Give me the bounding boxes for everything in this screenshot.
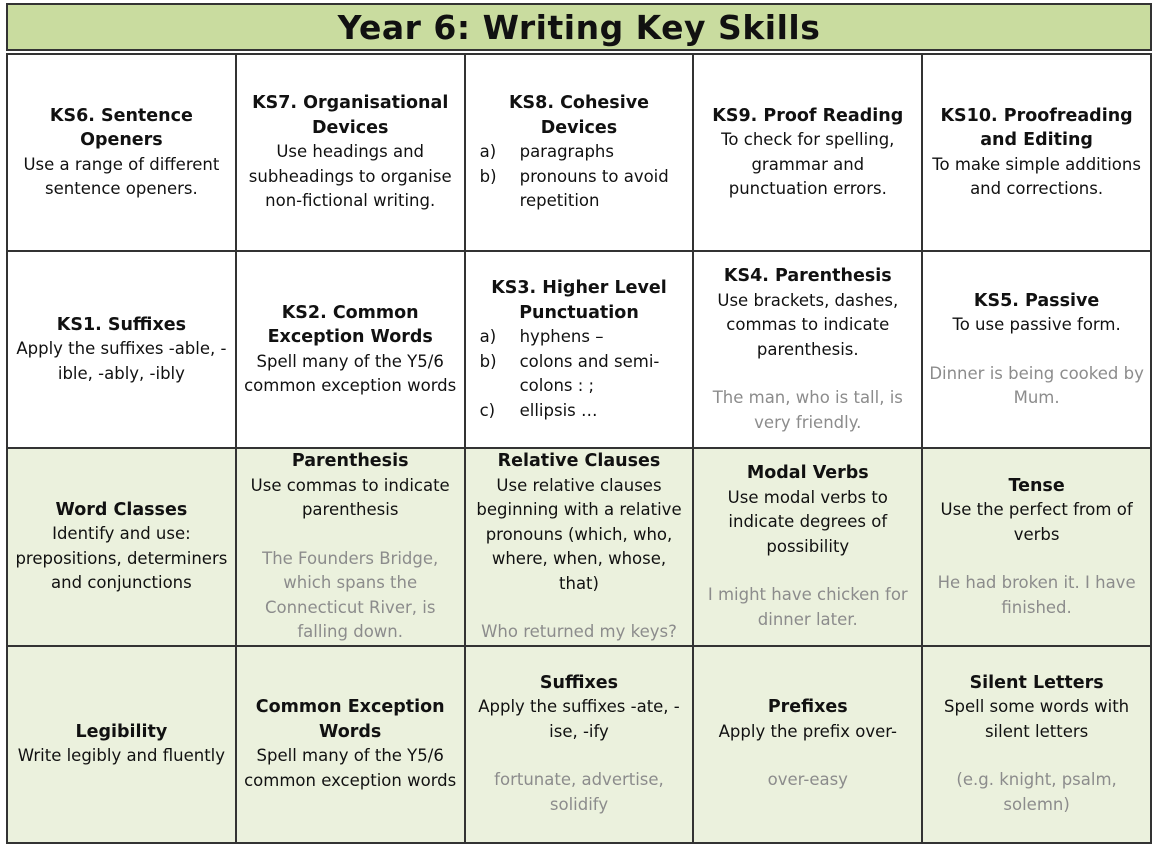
skill-description: Use modal verbs to indicate degrees of possibility bbox=[727, 487, 888, 556]
skill-cell bbox=[693, 54, 922, 251]
list-marker: a) bbox=[479, 327, 497, 346]
skill-description: Use commas to indicate parenthesis bbox=[250, 475, 450, 519]
skill-description: Spell many of the Y5/6 common exception words bbox=[244, 746, 457, 790]
skill-heading: Modal Verbs bbox=[746, 463, 869, 484]
skill-example: He had broken it. I have finished. bbox=[937, 573, 1136, 617]
skills-row bbox=[7, 448, 1151, 646]
skill-cell bbox=[465, 646, 694, 843]
list-item bbox=[472, 140, 687, 165]
skill-example: The man, who is tall, is very friendly. bbox=[712, 388, 903, 432]
skill-heading: KS6. Sentence Openers bbox=[49, 105, 193, 150]
skill-cell bbox=[465, 251, 694, 448]
skill-cell bbox=[7, 54, 236, 251]
skill-heading: KS2. Common Exception Words bbox=[267, 302, 433, 347]
skill-heading: Parenthesis bbox=[291, 451, 409, 471]
skill-example: The Founders Bridge, which spans the Connecticut River, is falling down. bbox=[262, 548, 439, 641]
skill-example: (e.g. knight, psalm, solemn) bbox=[956, 770, 1117, 814]
skill-description: Spell many of the Y5/6 common exception words bbox=[244, 351, 457, 395]
skill-cell bbox=[7, 646, 236, 843]
skill-cell bbox=[922, 646, 1151, 843]
skill-description: Apply the suffixes -able, -ible, -ably, -ibly bbox=[16, 339, 227, 383]
list-text: ellipsis … bbox=[519, 400, 598, 420]
skills-row bbox=[7, 251, 1151, 448]
skill-cell bbox=[236, 646, 465, 843]
list-item bbox=[472, 399, 687, 424]
skill-example: over-easy bbox=[767, 770, 848, 790]
skill-heading: KS1. Suffixes bbox=[56, 314, 187, 335]
skill-heading: Legibility bbox=[75, 721, 168, 742]
skill-description: Use brackets, dashes, commas to indicate parenthesis. bbox=[717, 290, 899, 359]
list-marker: b) bbox=[479, 351, 497, 371]
skill-cell bbox=[236, 448, 465, 646]
skill-heading: Tense bbox=[1008, 475, 1065, 496]
skill-example: I might have chicken for dinner later. bbox=[707, 585, 908, 629]
page-title: Year 6: Writing Key Skills bbox=[6, 3, 1152, 51]
skill-example: Dinner is being cooked by Mum. bbox=[929, 363, 1144, 407]
list-marker: b) bbox=[479, 166, 497, 186]
skill-cell bbox=[693, 448, 922, 646]
skill-heading: KS9. Proof Reading bbox=[712, 105, 904, 126]
skill-description: Spell some words with silent letters bbox=[944, 697, 1130, 741]
skill-cell bbox=[236, 251, 465, 448]
skill-description: Use relative clauses beginning with a relative pronouns (which, who, where, when, whose, that) bbox=[476, 475, 682, 593]
skill-heading: Suffixes bbox=[539, 672, 619, 693]
skill-cell bbox=[922, 448, 1151, 646]
skill-cell bbox=[465, 448, 694, 646]
skill-list bbox=[472, 325, 687, 423]
list-marker: c) bbox=[479, 400, 496, 420]
skill-heading: KS7. Organisational Devices bbox=[252, 93, 449, 138]
list-text: colons and semi-colons : ; bbox=[519, 351, 660, 395]
worksheet bbox=[6, 3, 1152, 844]
list-text: paragraphs bbox=[519, 142, 614, 162]
skill-example: fortunate, advertise, solidify bbox=[494, 770, 664, 814]
list-text: pronouns to avoid repetition bbox=[519, 166, 669, 211]
skill-cell bbox=[922, 54, 1151, 251]
skill-heading: Common Exception Words bbox=[255, 697, 445, 742]
list-item bbox=[472, 165, 687, 214]
list-item bbox=[472, 325, 687, 350]
skill-cell bbox=[236, 54, 465, 251]
skill-cell bbox=[7, 251, 236, 448]
skill-description: Use headings and subheadings to organise non-fictional writing. bbox=[248, 142, 452, 211]
skill-description: Use the perfect from of verbs bbox=[940, 500, 1133, 544]
skills-row bbox=[7, 54, 1151, 251]
skill-heading: KS8. Cohesive Devices bbox=[509, 93, 649, 138]
skill-description: Write legibly and fluently bbox=[17, 746, 226, 765]
skills-row bbox=[7, 646, 1151, 843]
skill-example: Who returned my keys? bbox=[481, 622, 677, 641]
skill-heading: Prefixes bbox=[767, 697, 848, 718]
list-text: hyphens – bbox=[519, 327, 604, 346]
skill-description: Apply the suffixes -ate, -ise, -ify bbox=[478, 697, 680, 741]
skill-cell bbox=[693, 251, 922, 448]
skill-cell bbox=[465, 54, 694, 251]
skill-heading: KS3. Higher Level Punctuation bbox=[491, 278, 667, 323]
skill-heading: KS10. Proofreading and Editing bbox=[940, 105, 1133, 150]
skill-description: Apply the prefix over- bbox=[718, 721, 897, 741]
list-marker: a) bbox=[479, 142, 497, 162]
skill-cell bbox=[922, 251, 1151, 448]
skill-heading: Word Classes bbox=[55, 499, 188, 520]
skill-description: To use passive form. bbox=[952, 315, 1121, 334]
skill-list bbox=[472, 140, 687, 214]
list-item bbox=[472, 350, 687, 399]
skill-heading: KS5. Passive bbox=[973, 290, 1100, 311]
skill-heading: Silent Letters bbox=[969, 672, 1104, 693]
skill-description: Identify and use: prepositions, determiners and conjunctions bbox=[15, 524, 228, 593]
skill-heading: Relative Clauses bbox=[497, 451, 661, 471]
skill-description: To check for spelling, grammar and punctuation errors. bbox=[721, 130, 895, 198]
skill-heading: KS4. Parenthesis bbox=[723, 266, 892, 286]
skills-grid bbox=[6, 53, 1152, 844]
skill-cell bbox=[7, 448, 236, 646]
skill-cell bbox=[693, 646, 922, 843]
skill-description: To make simple additions and corrections. bbox=[932, 154, 1141, 198]
skill-description: Use a range of different sentence openers. bbox=[23, 154, 220, 198]
